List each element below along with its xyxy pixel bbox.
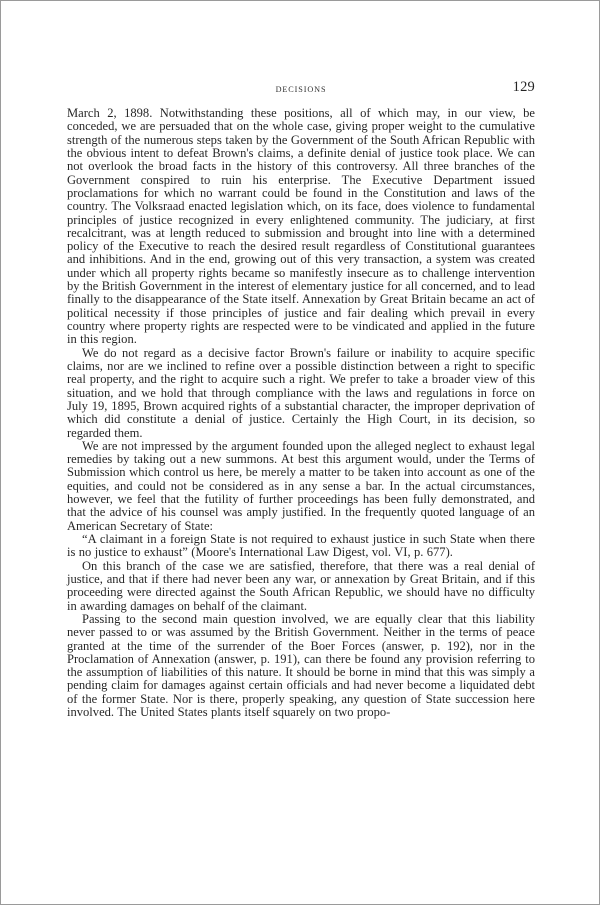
paragraph: We do not regard as a decisive factor Brown's failure or inability to acquire specific claims, nor are we inclined to refine over a possible distinction between a right to specific real property, and the right to acquire such a right. We prefer to take a broader view of this situation, and we hold that through compliance with the laws and regulations in force on July 19, 1895, Brown acquired rights of a substantial character, the improper deprivation of which did constitute a denial of justice. Certainly the High Court, in its decision, so regarded them. (67, 345, 535, 440)
running-head (67, 79, 535, 101)
block-quotation: “A claimant in a foreign State is not required to exhaust justice in such State when there is no justice to exhaust” (Moore's International Law Digest, vol. VI, p. 677). (67, 532, 535, 560)
running-head-title: DECISIONS (275, 85, 327, 94)
paragraph: March 2, 1898. Notwithstanding these positions, all of which may, in our view, be conceded, we are persuaded that on the whole case, giving proper weight to the cumulative strength of the numerous steps taken by the Government of the South African Republic with the obvious intent to defeat Brown's claims, a definite denial of justice took place. We can not overlook the broad facts in the history of this controversy. All three branches of the Government conspired to ruin his enterprise. The Executive Department issued proclamations for which no warrant could be found in the Constitution and laws of the country. The Volksraad enacted legislation which, on its face, does violence to fundamental principles of justice recognized in every enlightened community. The judiciary, at first recalcitrant, was at length reduced to submission and brought into line with a determined policy of the Executive to reach the desired result regardless of Constitutional guarantees and inhibitions. And in the end, growing out of this very transaction, a system was created under which all property rights became so manifestly insecure as to challenge intervention by the British Government in the interest of elementary justice for all concerned, and to lead finally to the disappearance of the State itself. Annexation by Great Britain became an act of political necessity if those principles of justice and fair dealing which prevail in every country where property rights are respected were to be vindicated and applied in the future in this region. (67, 106, 535, 347)
text-column (67, 107, 535, 719)
paragraph: On this branch of the case we are satisfied, therefore, that there was a real denial of justice, and that if there had never been any war, or annexation by Great Britain, and if this proceeding were directed against the South African Republic, we should have no difficulty in awarding damages on behalf of the claimant. (67, 558, 535, 613)
paragraph: We are not impressed by the argument founded upon the alleged neglect to exhaust legal remedies by taking out a new summons. At best this argument would, under the Terms of Submission which control us here, be merely a matter to be taken into account as one of the equities, and could not be considered as in any sense a bar. In the actual circumstances, however, we feel that the futility of further proceedings has been fully demonstrated, and that the advice of his counsel was amply justified. In the frequently quoted language of an American Secretary of State: (67, 438, 535, 533)
paragraph: Passing to the second main question involved, we are equally clear that this liability never passed to or was assumed by the British Government. Neither in the terms of peace granted at the time of the surrender of the Boer Forces (answer, p. 192), nor in the Proclamation of Annexation (answer, p. 191), can there be found any provision referring to the assumption of liabilities of this nature. It should be borne in mind that this was simply a pending claim for damages against certain officials and had never become a liquidated debt of the former State. Nor is there, properly speaking, any question of State succession here involved. The United States plants itself squarely on two propo- (67, 611, 535, 720)
page-number: 129 (512, 79, 535, 95)
